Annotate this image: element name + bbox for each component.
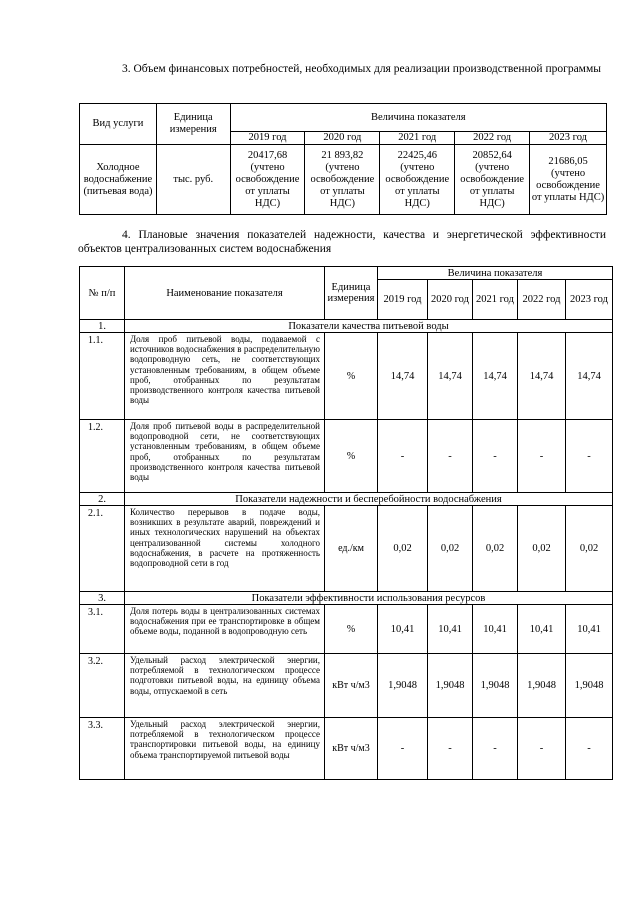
row-number: 1.1.: [80, 333, 125, 420]
indicator-name: Количество перерывов в подаче воды, возникших в результате аварий, повреждений и иных технологических нарушений на объектах централизованной системы холодного водоснабжения, в расчете на протяженность водопроводной сети в год: [125, 506, 325, 592]
indicator-value: -: [378, 718, 428, 780]
financial-needs-table: [79, 103, 607, 215]
indicator-value: 14,74: [378, 333, 428, 420]
unit-cell: тыс. руб.: [156, 145, 230, 215]
section-number: 2.: [80, 493, 125, 506]
indicator-unit: кВт ч/м3: [325, 654, 378, 718]
section-number: 1.: [80, 320, 125, 333]
year-header: 2019 год: [378, 280, 428, 320]
year-header: 2023 год: [530, 132, 607, 145]
num-header: № п/п: [80, 267, 125, 320]
year-header: 2023 год: [566, 280, 613, 320]
indicator-value: 10,41: [566, 605, 613, 654]
indicator-value: -: [378, 420, 428, 493]
indicator-value: 0,02: [566, 506, 613, 592]
year-header: 2022 год: [455, 132, 530, 145]
indicator-value: -: [566, 420, 613, 493]
indicator-unit: %: [325, 420, 378, 493]
section-3-heading: 3. Объем финансовых потребностей, необходимых для реализации производственной программы: [122, 63, 601, 75]
indicator-value: -: [473, 420, 518, 493]
name-header: Наименование показателя: [125, 267, 325, 320]
indicator-unit: ед./км: [325, 506, 378, 592]
row-number: 3.2.: [80, 654, 125, 718]
indicator-unit: кВт ч/м3: [325, 718, 378, 780]
indicator-value: 1,9048: [378, 654, 428, 718]
indicator-value: 1,9048: [518, 654, 566, 718]
value-cell: 20852,64 (учтено освобождение от уплаты НДС): [455, 145, 530, 215]
indicator-value: -: [428, 420, 473, 493]
indicator-value: 1,9048: [566, 654, 613, 718]
indicator-unit: %: [325, 333, 378, 420]
indicator-value: 1,9048: [428, 654, 473, 718]
indicator-value: 0,02: [378, 506, 428, 592]
indicator-value: 14,74: [518, 333, 566, 420]
value-cell: 22425,46 (учтено освобождение от уплаты НДС): [380, 145, 455, 215]
indicator-name: Доля потерь воды в централизованных системах водоснабжения при ее транспортировке в общем объеме воды, поданной в водопроводную сеть: [125, 605, 325, 654]
indicator-value: -: [473, 718, 518, 780]
year-header: 2020 год: [305, 132, 380, 145]
service-cell: Холодное водоснабжение (питьевая вода): [80, 145, 157, 215]
section-number: 3.: [80, 592, 125, 605]
service-header: Вид услуги: [80, 104, 157, 145]
section-title: Показатели эффективности использования ресурсов: [125, 592, 613, 605]
indicator-value: 0,02: [473, 506, 518, 592]
year-header: 2021 год: [473, 280, 518, 320]
indicator-value: 0,02: [518, 506, 566, 592]
indicator-value: 0,02: [428, 506, 473, 592]
value-header: Величина показателя: [230, 104, 606, 132]
value-header: Величина показателя: [378, 267, 613, 280]
indicator-value: -: [428, 718, 473, 780]
indicator-name: Доля проб питьевой воды, подаваемой с источников водоснабжения в распределительную водопроводную сеть, не соответствующих установленным требованиям, в общем объеме проб, отобранных по результатам производственного контроля качества питьевой воды: [125, 333, 325, 420]
indicator-value: -: [566, 718, 613, 780]
indicator-value: 14,74: [566, 333, 613, 420]
section-title: Показатели качества питьевой воды: [125, 320, 613, 333]
unit-header: Единица измерения: [325, 267, 378, 320]
row-number: 2.1.: [80, 506, 125, 592]
indicator-value: 14,74: [473, 333, 518, 420]
indicator-name: Доля проб питьевой воды в распределительной водопроводной сети, не соответствующих установленным требованиям, в общем объеме проб, отобранных по результатам производственного контроля качества питьевой воды: [125, 420, 325, 493]
year-header: 2021 год: [380, 132, 455, 145]
indicator-value: 10,41: [473, 605, 518, 654]
indicator-value: 10,41: [378, 605, 428, 654]
indicator-name: Удельный расход электрической энергии, потребляемой в технологическом процессе подготовки питьевой воды, на единицу объема воды, отпускаемой в сеть: [125, 654, 325, 718]
indicator-value: 1,9048: [473, 654, 518, 718]
indicator-value: -: [518, 420, 566, 493]
row-number: 1.2.: [80, 420, 125, 493]
value-cell: 21686,05 (учтено освобождение от уплаты НДС): [530, 145, 607, 215]
section-title: Показатели надежности и бесперебойности водоснабжения: [125, 493, 613, 506]
indicator-unit: %: [325, 605, 378, 654]
indicator-value: 10,41: [428, 605, 473, 654]
section-4-heading: 4. Плановые значения показателей надежности, качества и энергетической эффективности объектов централизованных систем водоснабжения: [78, 229, 606, 255]
year-header: 2019 год: [230, 132, 305, 145]
indicators-table: [79, 266, 613, 780]
row-number: 3.1.: [80, 605, 125, 654]
year-header: 2022 год: [518, 280, 566, 320]
indicator-value: 14,74: [428, 333, 473, 420]
indicator-value: 10,41: [518, 605, 566, 654]
indicator-value: -: [518, 718, 566, 780]
value-cell: 21 893,82 (учтено освобождение от уплаты НДС): [305, 145, 380, 215]
unit-header: Единица измерения: [156, 104, 230, 145]
indicator-name: Удельный расход электрической энергии, потребляемой в технологическом процессе транспортировки питьевой воды, на единицу объема транспортируемой питьевой воды: [125, 718, 325, 780]
year-header: 2020 год: [428, 280, 473, 320]
row-number: 3.3.: [80, 718, 125, 780]
value-cell: 20417,68 (учтено освобождение от уплаты НДС): [230, 145, 305, 215]
